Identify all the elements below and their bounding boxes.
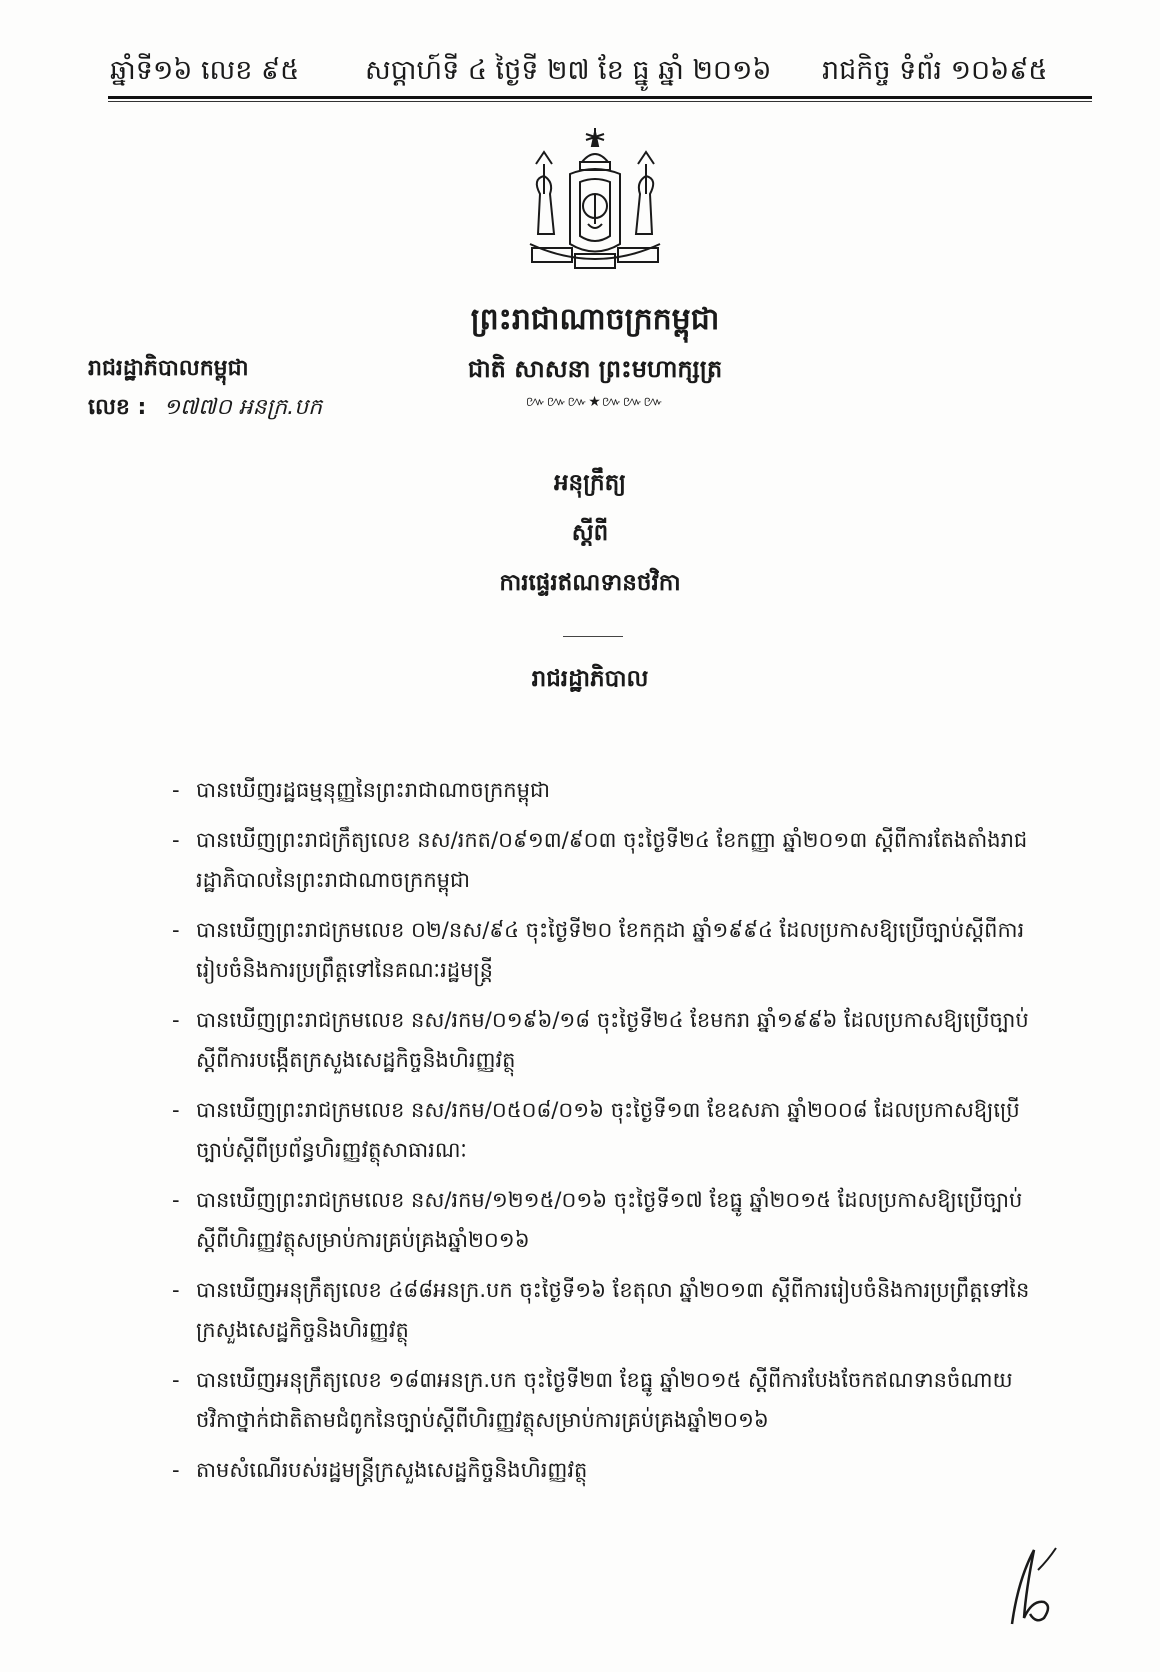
document-subject: ការផ្ទេរឥណទានថវិកា bbox=[499, 570, 681, 596]
issuing-government: រាជរដ្ឋាភិបាលកម្ពុជា bbox=[88, 356, 249, 381]
preamble-item: - បានឃើញអនុក្រឹត្យលេខ ១៨៣អនក្រ.បក ចុះថ្ងៃទី២៣ ខែធ្នូ ឆ្នាំ២០១៥ ស្តីពីការបែងចែកឥណទានចំណាយថវិកាថ្នាក់ជាតិតាមជំពូកនៃច្បាប់ស្តីពីហិរញ្ញវត្ថុសម្រាប់ការគ្រប់គ្រងឆ្នាំ២០១៦ bbox=[166, 1360, 1046, 1440]
national-motto: ជាតិ សាសនា ព្រះមហាក្សត្រ bbox=[467, 355, 723, 383]
decree-number-value: ១៧៧០ អនក្រ.បក bbox=[163, 395, 323, 420]
title-divider bbox=[563, 636, 623, 637]
gazette-date: សប្តាហ៍ទី ៤ ថ្ងៃទី ២៧ ខែ ធ្នូ ឆ្នាំ ២០១៦ bbox=[365, 55, 772, 86]
preamble-item: - បានឃើញអនុក្រឹត្យលេខ ៤៨៨អនក្រ.បក ចុះថ្ងៃទី១៦ ខែតុលា ឆ្នាំ២០១៣ ស្តីពីការរៀបចំនិងការប្រព្រឹត្តទៅនៃក្រសួងសេដ្ឋកិច្ចនិងហិរញ្ញវត្ថុ bbox=[166, 1270, 1046, 1350]
preamble-item: - បានឃើញរដ្ឋធម្មនុញ្ញនៃព្រះរាជាណាចក្រកម្ពុជា bbox=[166, 770, 1046, 810]
preamble-item: - បានឃើញព្រះរាជក្រមលេខ នស/រកម/០៥០៨/០១៦ ចុះថ្ងៃទី១៣ ខែឧសភា ឆ្នាំ២០០៨ ដែលប្រកាសឱ្យប្រើច្បាប់ស្តីពីប្រព័ន្ធហិរញ្ញវត្ថុសាធារណៈ bbox=[166, 1090, 1046, 1170]
preamble-item: - បានឃើញព្រះរាជក្រមលេខ នស/រកម/១២១៥/០១៦ ចុះថ្ងៃទី១៧ ខែធ្នូ ឆ្នាំ២០១៥ ដែលប្រកាសឱ្យប្រើច្បាប់ស្តីពីហិរញ្ញវត្ថុសម្រាប់ការគ្រប់គ្រងឆ្នាំ២០១៦ bbox=[166, 1180, 1046, 1260]
preamble-list bbox=[166, 770, 1046, 1500]
gazette-page: រាជកិច្ច ទំព័រ ១០៦៩៥ bbox=[822, 55, 1048, 86]
initials-signature-icon bbox=[1004, 1540, 1064, 1630]
decree-number-label: លេខ : bbox=[88, 395, 147, 420]
kingdom-name: ព្រះរាជាណាចក្រកម្ពុជា bbox=[470, 302, 720, 337]
gazette-year-issue: ឆ្នាំទី១៦ លេខ ៩៥ bbox=[110, 55, 300, 86]
preamble-item: - បានឃើញព្រះរាជក្រមលេខ នស/រកម/០១៩៦/១៨ ចុះថ្ងៃទី២៤ ខែមករា ឆ្នាំ១៩៩៦ ដែលប្រកាសឱ្យប្រើច្បាប់ស្តីពីការបង្កើតក្រសួងសេដ្ឋកិច្ចនិងហិរញ្ញវត្ថុ bbox=[166, 1000, 1046, 1080]
header-rule bbox=[108, 96, 1092, 99]
document-authority: រាជរដ្ឋាភិបាល bbox=[531, 666, 649, 692]
document-type: អនុក្រឹត្យ bbox=[553, 470, 627, 496]
motto-ornament: ៚៚៚★៚៚៚ bbox=[525, 394, 665, 410]
preamble-item: - តាមសំណើរបស់រដ្ឋមន្ត្រីក្រសួងសេដ្ឋកិច្ចនិងហិរញ្ញវត្ថុ bbox=[166, 1450, 1046, 1490]
royal-coat-of-arms-icon bbox=[510, 124, 680, 294]
preamble-item: - បានឃើញព្រះរាជក្រមលេខ ០២/នស/៩៤ ចុះថ្ងៃទី២០ ខែកក្កដា ឆ្នាំ១៩៩៤ ដែលប្រកាសឱ្យប្រើច្បាប់ស្តីពីការរៀបចំនិងការប្រព្រឹត្តទៅនៃគណៈរដ្ឋមន្ត្រី bbox=[166, 910, 1046, 990]
preamble-item: - បានឃើញព្រះរាជក្រឹត្យលេខ នស/រកត/០៩១៣/៩០៣ ចុះថ្ងៃទី២៤ ខែកញ្ញា ឆ្នាំ២០១៣ ស្តីពីការតែងតាំងរាជរដ្ឋាភិបាលនៃព្រះរាជាណាចក្រកម្ពុជា bbox=[166, 820, 1046, 900]
gazette-header bbox=[110, 46, 1090, 96]
document-about: ស្តីពី bbox=[571, 520, 609, 546]
decree-reference bbox=[88, 392, 428, 424]
header-rule-thin bbox=[108, 101, 1092, 102]
